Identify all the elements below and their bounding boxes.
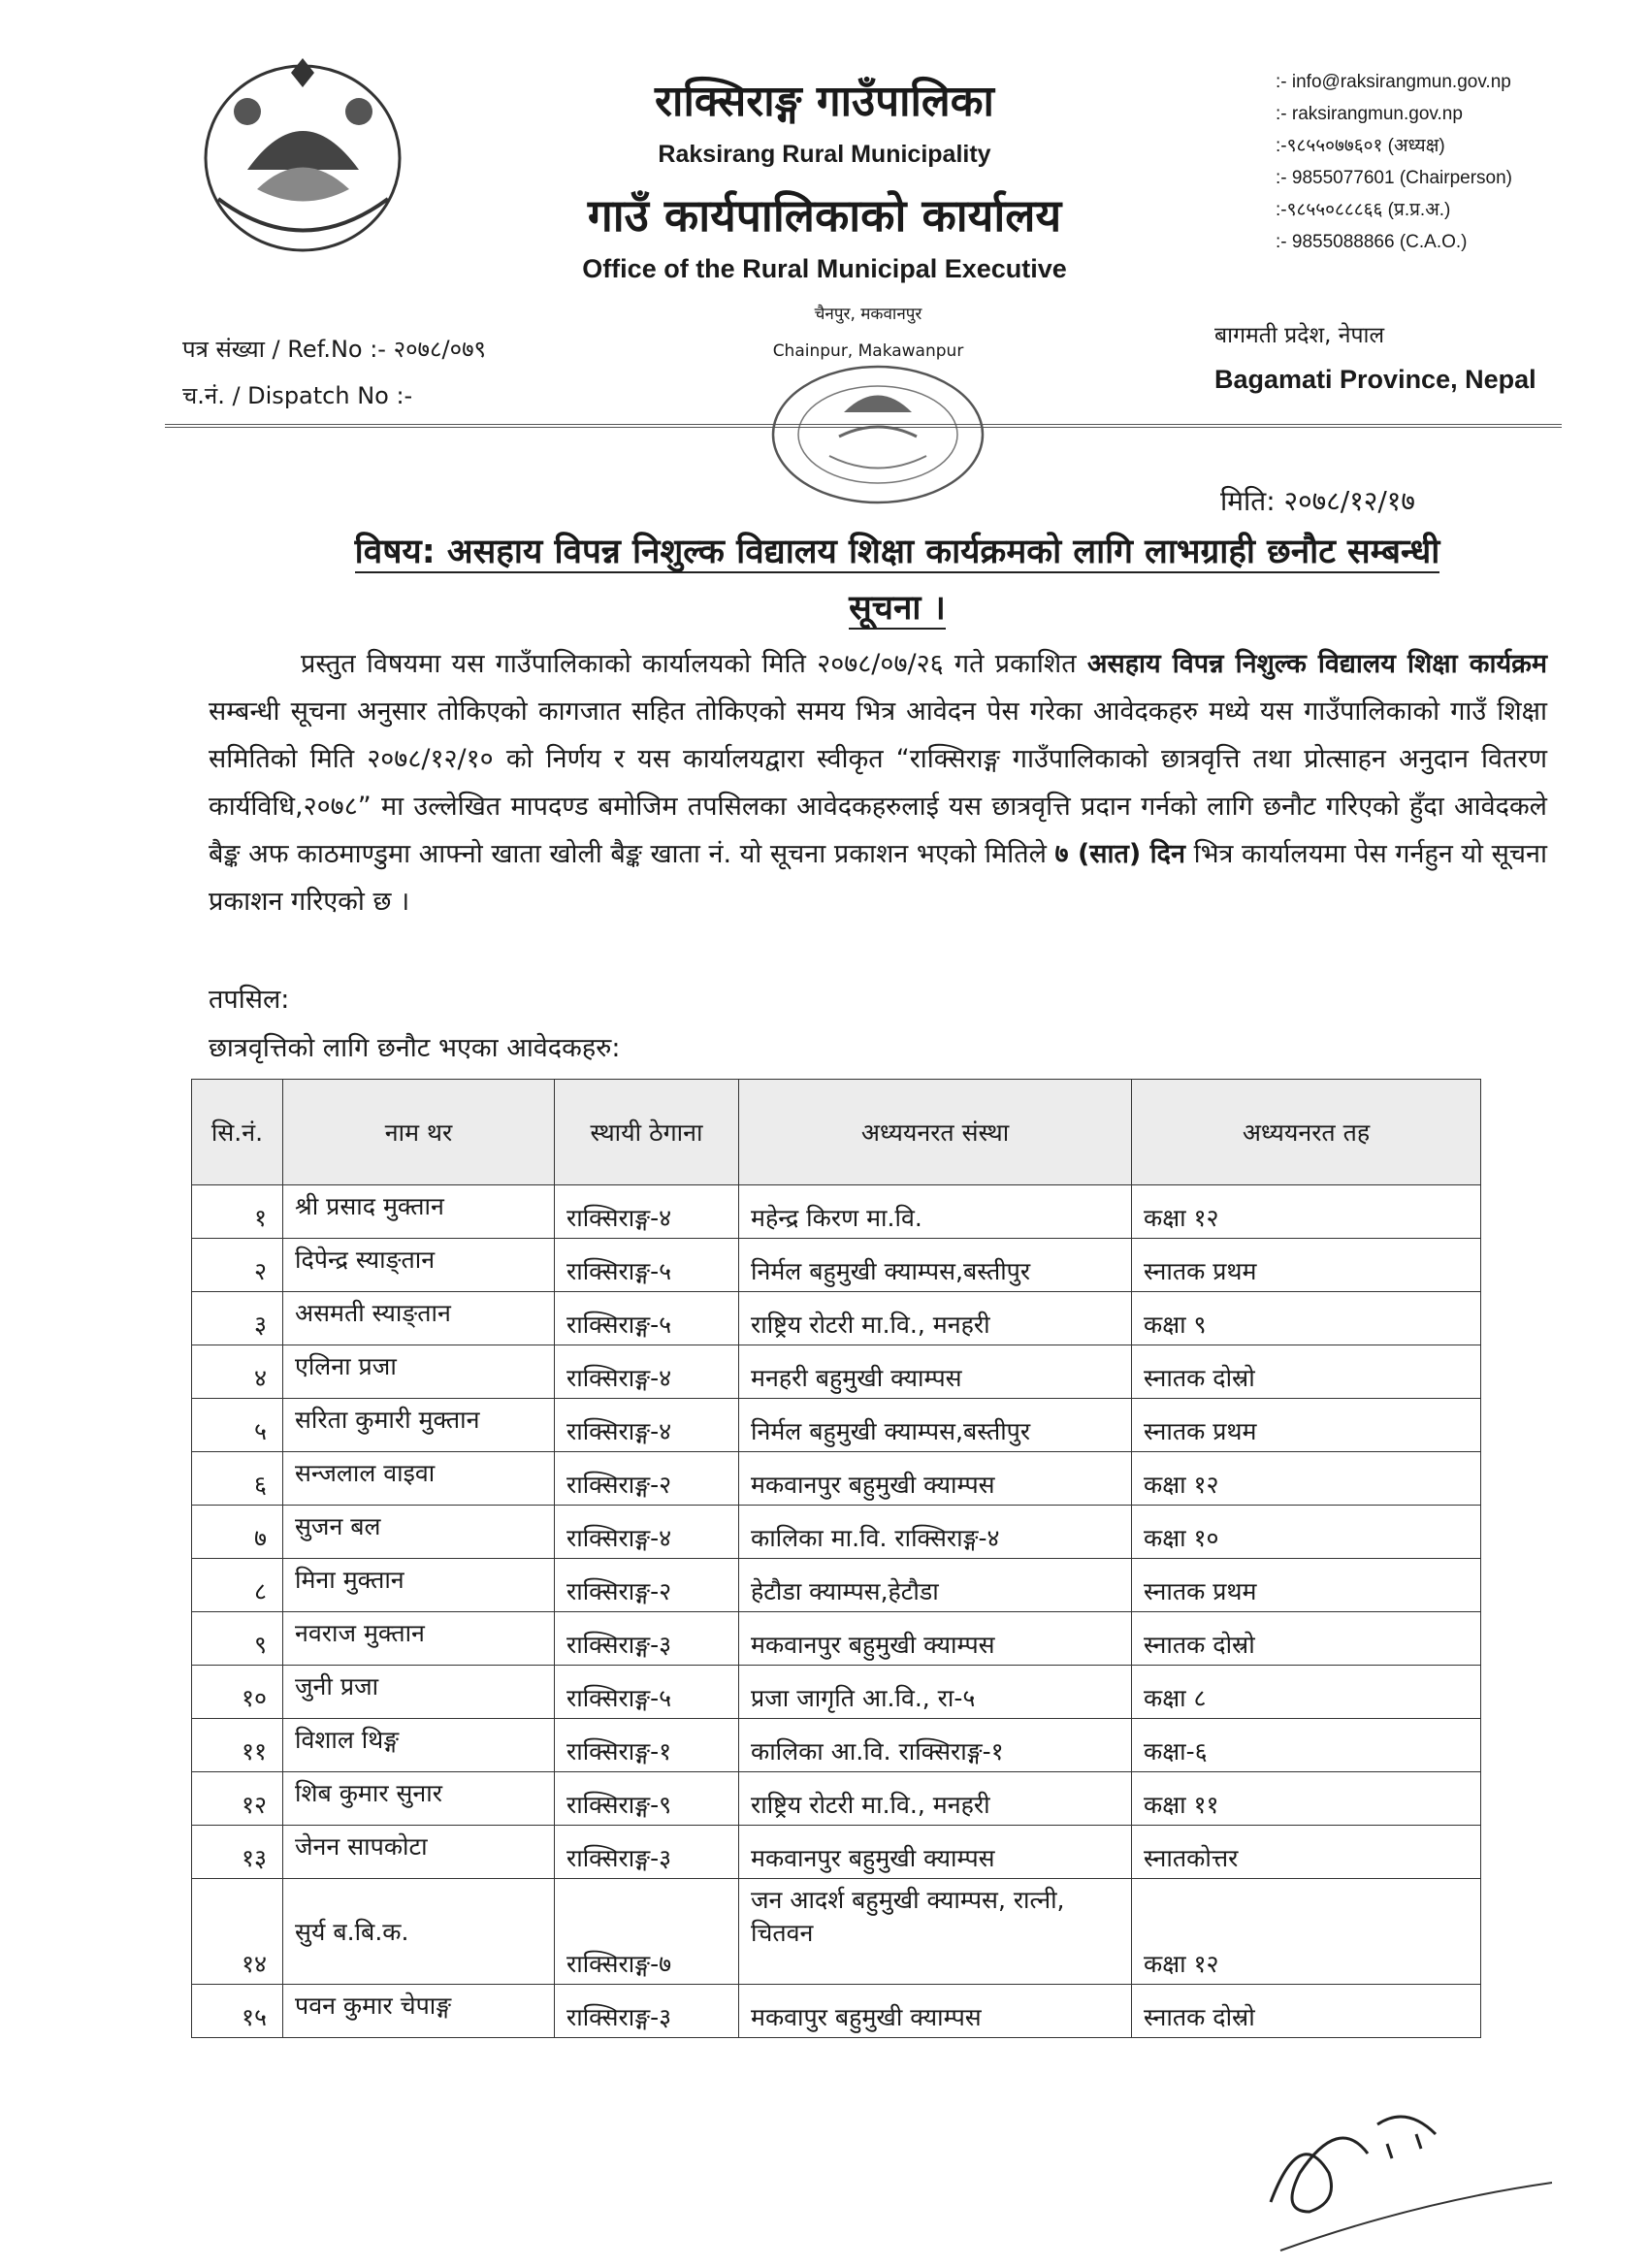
office-name-np: गाउँ कार्यपालिकाको कार्यालय [587, 189, 1062, 242]
subject-line-1: विषय: असहाय विपन्न निशुल्क विद्यालय शिक्षा कार्यक्रमको लागि लाभग्राही छनौट सम्बन्धी [354, 533, 1440, 571]
cell-institution: कालिका मा.वि. राक्सिराङ्ग-४ [739, 1506, 1132, 1559]
cell-sn: ९ [192, 1612, 283, 1666]
col-header-sn: सि.नं. [192, 1080, 283, 1185]
contact-info [1276, 66, 1512, 258]
cell-name: जेनन सापकोटा [283, 1826, 555, 1879]
cell-sn: ४ [192, 1345, 283, 1399]
cell-name: दिपेन्द्र स्याङ्तान [283, 1239, 555, 1292]
cell-level: स्नातक दोस्रो [1132, 1345, 1481, 1399]
header-divider [165, 424, 1562, 428]
contact-phone-chair-en: :- 9855077601 (Chairperson) [1276, 168, 1512, 188]
cell-institution: राष्ट्रिय रोटरी मा.वि., मनहरी [739, 1292, 1132, 1345]
cell-level: कक्षा १० [1132, 1506, 1481, 1559]
cell-level: स्नातक दोस्रो [1132, 1985, 1481, 2038]
cell-address: राक्सिराङ्ग-५ [555, 1239, 739, 1292]
cell-institution: मकवानपुर बहुमुखी क्याम्पस [739, 1612, 1132, 1666]
stamp-location-en: Chainpur, Makawanpur [772, 341, 964, 361]
cell-sn: १३ [192, 1826, 283, 1879]
col-header-name: नाम थर [283, 1080, 555, 1185]
contact-phone-chair-np: :-९८५५०७७६०१ (अध्यक्ष) [1276, 136, 1445, 156]
cell-address: राक्सिराङ्ग-३ [555, 1612, 739, 1666]
cell-name: सरिता कुमारी मुक्तान [283, 1399, 555, 1452]
cell-level: स्नातक दोस्रो [1132, 1612, 1481, 1666]
col-header-institution: अध्ययनरत संस्था [739, 1080, 1132, 1185]
table-row [192, 1506, 1481, 1559]
cell-sn: १२ [192, 1772, 283, 1826]
cell-name: विशाल थिङ्ग [283, 1719, 555, 1772]
cell-institution: मकवानपुर बहुमुखी क्याम्पस [739, 1452, 1132, 1506]
dispatch-number: च.नं. / Dispatch No :- [182, 382, 413, 409]
table-row [192, 1985, 1481, 2038]
contact-website: :- raksirangmun.gov.np [1276, 104, 1463, 124]
cell-address: राक्सिराङ्ग-१ [555, 1719, 739, 1772]
cell-sn: ५ [192, 1399, 283, 1452]
cell-level: कक्षा ८ [1132, 1666, 1481, 1719]
table-row [192, 1345, 1481, 1399]
cell-sn: ७ [192, 1506, 283, 1559]
province-np: बागमती प्रदेश, नेपाल [1214, 323, 1385, 348]
cell-address: राक्सिराङ्ग-३ [555, 1826, 739, 1879]
cell-level: कक्षा १२ [1132, 1452, 1481, 1506]
cell-sn: ३ [192, 1292, 283, 1345]
cell-level: कक्षा १२ [1132, 1879, 1481, 1985]
cell-institution: हेटौडा क्याम्पस,हेटौडा [739, 1559, 1132, 1612]
table-row [192, 1239, 1481, 1292]
deadline-days: ७ (सात) दिन [1054, 839, 1185, 869]
cell-institution: राष्ट्रिय रोटरी मा.वि., मनहरी [739, 1772, 1132, 1826]
col-header-level: अध्ययनरत तह [1132, 1080, 1481, 1185]
stamp-location-np: चैनपुर, मकवानपुर [814, 305, 922, 324]
cell-level: कक्षा ११ [1132, 1772, 1481, 1826]
cell-name: नवराज मुक्तान [283, 1612, 555, 1666]
reference-number: पत्र संख्या / Ref.No :- २०७८/०७९ [182, 336, 487, 363]
cell-institution: कालिका आ.वि. राक्सिराङ्ग-१ [739, 1719, 1132, 1772]
cell-name: सन्जलाल वाइवा [283, 1452, 555, 1506]
cell-sn: २ [192, 1239, 283, 1292]
contact-email: :- info@raksirangmun.gov.np [1276, 72, 1511, 92]
selected-list-title: छात्रवृत्तिको लागि छनौट भएका आवेदकहरु: [209, 1033, 621, 1063]
cell-level: स्नातक प्रथम [1132, 1399, 1481, 1452]
cell-name: एलिना प्रजा [283, 1345, 555, 1399]
cell-sn: ११ [192, 1719, 283, 1772]
table-row [192, 1185, 1481, 1239]
subject-line-2: सूचना । [849, 589, 946, 628]
cell-sn: ६ [192, 1452, 283, 1506]
cell-address: राक्सिराङ्ग-४ [555, 1185, 739, 1239]
cell-institution: निर्मल बहुमुखी क्याम्पस,बस्तीपुर [739, 1399, 1132, 1452]
body-text-3: भित्र कार्यालयमा पेस गर्नहुन यो सूचना प्रकाशन गरिएको छ । [209, 839, 1547, 917]
cell-institution: प्रजा जागृति आ.वि., रा-५ [739, 1666, 1132, 1719]
office-stamp [761, 359, 994, 509]
body-text-2: सम्बन्धी सूचना अनुसार तोकिएको कागजात सहित तोकिएको समय भित्र आवेदन पेस गरेका आवेदकहरु मध्ये यस गाउँपालिकाको गाउँ शिक्षा समितिको मिति २०७८/१२/१० को निर्णय र यस कार्यालयद्वारा स्वीकृत “राक्सिराङ्ग गाउँपालिकाको छात्रवृत्ति तथा प्रोत्साहन अनुदान वितरण कार्यविधि,२०७८” मा उल्लेखित मापदण्ड बमोजिम तपसिलका आवेदकहरुलाई यस छात्रवृत्ति प्रदान गर्नको लागि छनौट गरिएको हुँदा आवेदकले बैङ्क अफ काठमाण्डुमा आफ्नो खाता खोली बैङ्क खाता नं. यो सूचना प्रकाशन भएको मितिले [209, 697, 1547, 869]
cell-address: राक्सिराङ्ग-२ [555, 1559, 739, 1612]
cell-institution: मकवानपुर बहुमुखी क्याम्पस [739, 1826, 1132, 1879]
col-header-address: स्थायी ठेगाना [555, 1080, 739, 1185]
cell-institution: मनहरी बहुमुखी क्याम्पस [739, 1345, 1132, 1399]
selected-applicants-table [191, 1079, 1481, 2038]
cell-level: कक्षा-६ [1132, 1719, 1481, 1772]
table-header-row [192, 1080, 1481, 1185]
cell-sn: ८ [192, 1559, 283, 1612]
notice-body [209, 640, 1547, 925]
cell-sn: १५ [192, 1985, 283, 2038]
cell-address: राक्सिराङ्ग-२ [555, 1452, 739, 1506]
cell-level: कक्षा १२ [1132, 1185, 1481, 1239]
cell-address: राक्सिराङ्ग-५ [555, 1292, 739, 1345]
table-row [192, 1772, 1481, 1826]
program-name: असहाय विपन्न निशुल्क विद्यालय शिक्षा कार्यक्रम [1086, 649, 1547, 679]
office-name-en: Office of the Rural Municipal Executive [582, 254, 1067, 283]
municipality-name-en: Raksirang Rural Municipality [658, 141, 991, 168]
cell-address: राक्सिराङ्ग-४ [555, 1399, 739, 1452]
cell-address: राक्सिराङ्ग-४ [555, 1506, 739, 1559]
cell-name: पवन कुमार चेपाङ्ग [283, 1985, 555, 2038]
cell-level: कक्षा ९ [1132, 1292, 1481, 1345]
subject-heading [209, 524, 1586, 636]
cell-sn: १४ [192, 1879, 283, 1985]
table-row [192, 1452, 1481, 1506]
contact-phone-cao-np: :-९८५५०८८८६६ (प्र.प्र.अ.) [1276, 200, 1451, 220]
table-row [192, 1612, 1481, 1666]
table-row [192, 1292, 1481, 1345]
cell-institution: महेन्द्र किरण मा.वि. [739, 1185, 1132, 1239]
contact-phone-cao-en: :- 9855088866 (C.A.O.) [1276, 232, 1468, 252]
cell-institution: जन आदर्श बहुमुखी क्याम्पस, रात्नी, चितवन [739, 1879, 1132, 1985]
cell-institution: निर्मल बहुमुखी क्याम्पस,बस्तीपुर [739, 1239, 1132, 1292]
cell-name: सुर्य ब.बि.क. [283, 1879, 555, 1985]
officer-signature [1242, 2066, 1571, 2260]
cell-name: जुनी प्रजा [283, 1666, 555, 1719]
letter-date: मिति: २०७८/१२/१७ [1220, 485, 1415, 517]
table-row [192, 1559, 1481, 1612]
table-row [192, 1826, 1481, 1879]
cell-name: श्री प्रसाद मुक्तान [283, 1185, 555, 1239]
cell-level: स्नातक प्रथम [1132, 1239, 1481, 1292]
cell-name: मिना मुक्तान [283, 1559, 555, 1612]
cell-name: असमती स्याङ्तान [283, 1292, 555, 1345]
table-row [192, 1719, 1481, 1772]
table-row [192, 1666, 1481, 1719]
cell-address: राक्सिराङ्ग-३ [555, 1985, 739, 2038]
table-row [192, 1879, 1481, 1985]
cell-address: राक्सिराङ्ग-७ [555, 1879, 739, 1985]
cell-institution: मकवापुर बहुमुखी क्याम्पस [739, 1985, 1132, 2038]
table-row [192, 1399, 1481, 1452]
cell-level: स्नातक प्रथम [1132, 1559, 1481, 1612]
cell-address: राक्सिराङ्ग-४ [555, 1345, 739, 1399]
tapasil-label: तपसिल: [209, 985, 290, 1015]
body-text-1: प्रस्तुत विषयमा यस गाउँपालिकाको कार्यालयको मिति २०७८/०७/२६ गते प्रकाशित [301, 649, 1087, 679]
cell-level: स्नातकोत्तर [1132, 1826, 1481, 1879]
cell-name: सुजन बल [283, 1506, 555, 1559]
cell-sn: १ [192, 1185, 283, 1239]
cell-address: राक्सिराङ्ग-९ [555, 1772, 739, 1826]
cell-name: शिब कुमार सुनार [283, 1772, 555, 1826]
cell-sn: १० [192, 1666, 283, 1719]
province-en: Bagamati Province, Nepal [1214, 365, 1536, 394]
municipality-name-np: राक्सिराङ्ग गाउँपालिका [655, 77, 994, 126]
cell-address: राक्सिराङ्ग-५ [555, 1666, 739, 1719]
